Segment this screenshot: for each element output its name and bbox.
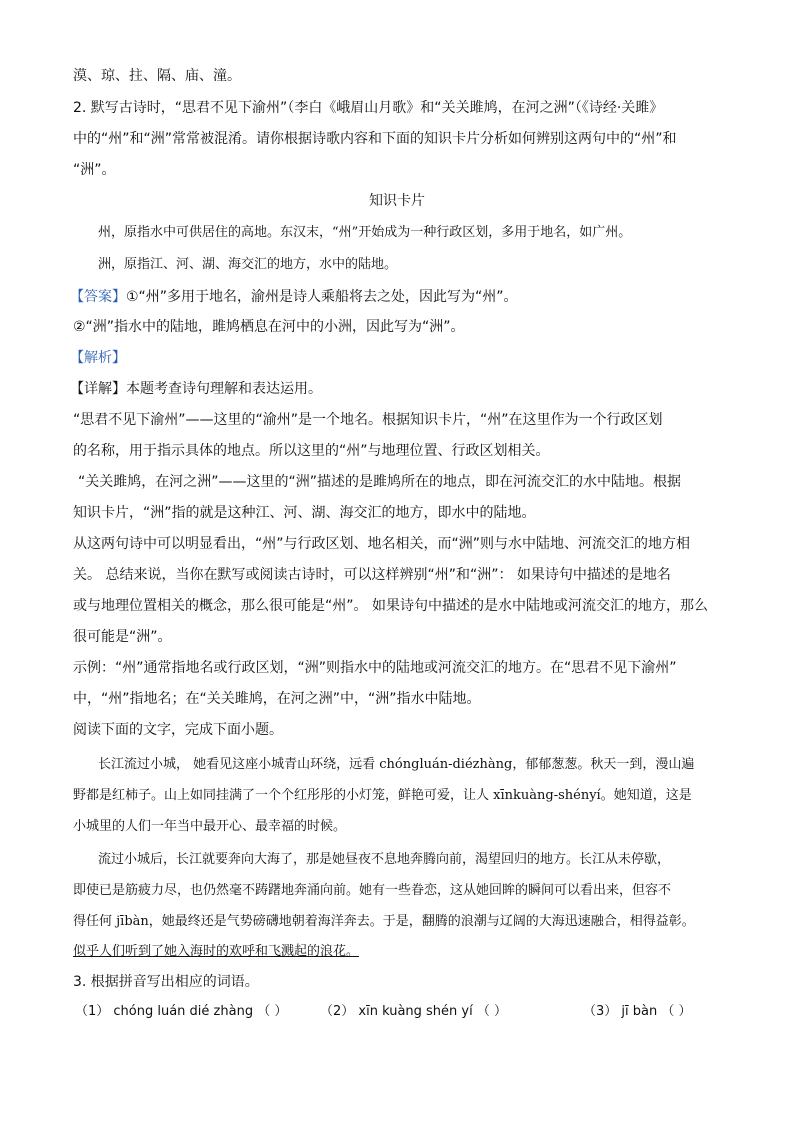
question-2-line-3: “洲”。 — [73, 162, 116, 178]
passage-line: 野都是红柿子。山上如同挂满了一个个红彤彤的小灯笼，鲜艳可爱，让人 xīnkuàng-shényí。她知道，这是 — [73, 788, 692, 803]
passage-line: 长江流过小城， 她看见这座小城青山环绕，远看 chóngluán-diézhàng，郁郁葱葱。秋天一到，漫山遍 — [98, 757, 695, 772]
passage-line: 即使已是筋疲力尽，也仍然毫不踌躇地奔涌向前。她有一些眷恋，这从她回眸的瞬间可以看出来，但容不 — [73, 883, 672, 898]
detail-line: 阅读下面的文字，完成下面小题。 — [73, 722, 283, 738]
question-3: 3. 根据拼音写出相应的词语。 — [73, 974, 259, 990]
passage-line: 得任何 jībàn，她最终还是气势磅礴地朝着海洋奔去。于是，翻腾的浪潮与辽阔的大海迅速融合，相得益彰。 — [73, 914, 695, 929]
knowledge-card-zhou: 州，原指水中可供居住的高地。东汉末，“州”开始成为一种行政区划，多用于地名，如广州。 — [98, 225, 632, 240]
knowledge-card-zhou2: 洲，原指江、河、湖、海交汇的地方，水中的陆地。 — [98, 257, 398, 272]
question-2-line-2: 中的“州”和“洲”常常被混淆。请你根据诗歌内容和下面的知识卡片分析如何辨别这两句中的“州”和 — [73, 131, 677, 147]
detail-line: 或与地理位置相关的概念，那么很可能是“州”。 如果诗句中描述的是水中陆地或河流交汇的地方，那么 — [73, 598, 708, 614]
analysis-tag: 【解析】 — [70, 350, 126, 366]
passage-underlined-line: 似乎人们听到了她入海时的欢呼和飞溅起的浪花。 — [73, 944, 360, 959]
pinyin-q1: （1） chóng luán dié zhàng （ ） — [75, 1004, 288, 1019]
passage-line: 流过小城后，长江就要奔向大海了，那是她昼夜不息地奔腾向前，渴望回归的地方。长江从未停歇， — [98, 852, 671, 867]
detail-line: 很可能是“洲”。 — [73, 629, 172, 645]
detail-line: “思君不见下渝州”——这里的“渝州”是一个地名。根据知识卡片，“州”在这里作为一个行政区划 — [73, 412, 663, 428]
detail-line: 示例：“州”通常指地名或行政区划，“洲”则指水中的陆地或河流交汇的地方。在“思君不见下渝州” — [73, 660, 677, 676]
pinyin-q2: （2） xīn kuàng shén yí （ ） — [320, 1004, 507, 1019]
detail-line: 【详解】本题考查诗句理解和表达运用。 — [70, 381, 322, 397]
detail-line: 中，“州”指地名；在“关关雎鸠，在河之洲”中，“洲”指水中陆地。 — [73, 691, 481, 707]
detail-line: 关。 总结来说，当你在默写或阅读古诗时，可以这样辨别“州”和“洲”： 如果诗句中描述的是地名 — [73, 567, 671, 583]
answer-tag: 【答案】 — [70, 289, 126, 305]
detail-line: 的名称，用于指示具体的地点。所以这里的“州”与地理位置、行政区划相关。 — [73, 443, 550, 459]
passage-line: 小城里的人们一年当中最开心、最幸福的时候。 — [73, 819, 347, 834]
detail-line: 知识卡片，“洲”指的就是这种江、河、湖、海交汇的地方，即水中的陆地。 — [73, 505, 536, 521]
detail-line: 从这两句诗中可以明显看出，“州”与行政区划、地名相关，而“洲”则与水中陆地、河流交汇的地方相 — [73, 536, 691, 552]
detail-line: “关关雎鸠，在河之洲”——这里的“洲”描述的是雎鸠所在的地点，即在河流交汇的水中陆地。根据 — [78, 474, 682, 490]
pinyin-q3: （3） jī bàn （ ） — [583, 1004, 692, 1019]
line-intro-chars: 漠、琼、拄、隔、庙、潼。 — [73, 68, 241, 84]
knowledge-card-title: 知识卡片 — [369, 193, 425, 209]
answer-line-1 — [70, 287, 518, 307]
answer-line-2: ②“洲”指水中的陆地，雎鸠栖息在河中的小洲，因此写为“洲”。 — [73, 319, 465, 335]
question-2-line-1: 2. 默写古诗时，“思君不见下渝州”（李白《峨眉山月歌》和“关关雎鸠，在河之洲”（《诗经·关雎》 — [73, 100, 664, 116]
answer-text-1: ①“州”多用于地名，渝州是诗人乘船将去之处，因此写为“州”。 — [126, 289, 518, 305]
